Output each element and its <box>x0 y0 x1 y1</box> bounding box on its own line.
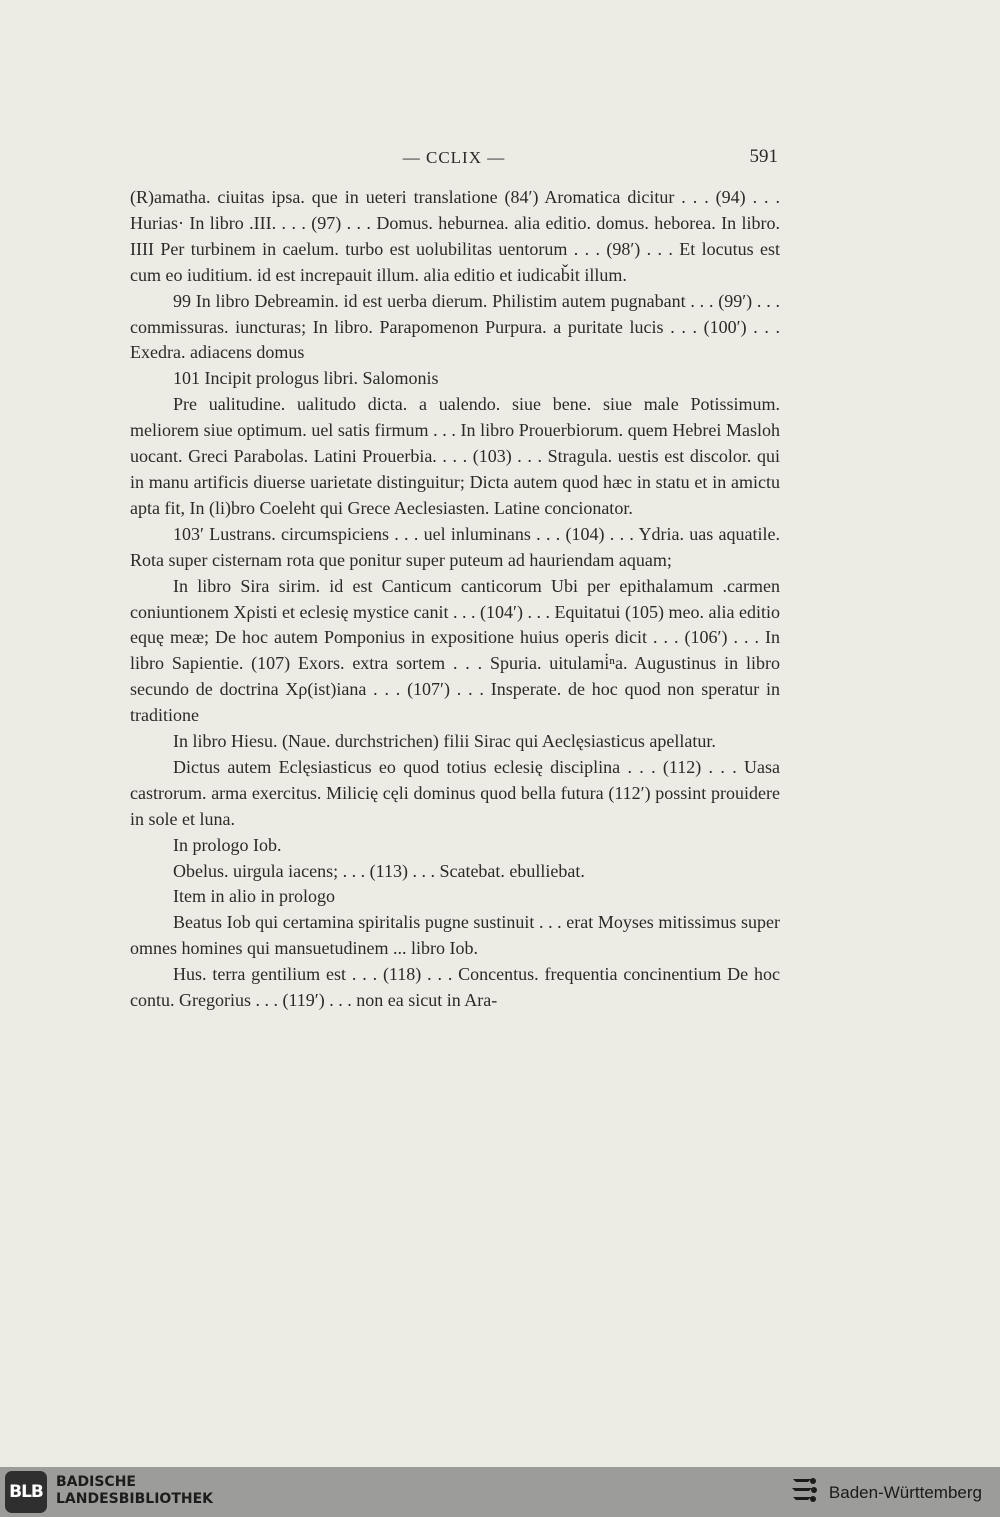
paragraph: In libro Sira sirim. id est Canticum canticorum Ubi per epithalamum .carmen coniuntionem Xρisti et eclesię mystice canit . . . (104′) . . . Equitatui (105) meo. alia editio equę meæ; De hoc autem Pomponius in expositione huius operis dicit . . . (106′) . . . In libro Sapientie. (107) Exors. extra sortem . . . Spuria. uitulami̇ⁿa. Augustinus in libro secundo de doctrina Xρ(ist)iana . . . (107′) . . . Insperate. de hoc quod non speratur in traditione <box>130 575 780 726</box>
library-name-line2: LANDESBIBLIOTHEK <box>56 1491 214 1507</box>
library-name-line1: BADISCHE <box>56 1474 136 1490</box>
paragraph: Hus. terra gentilium est . . . (118) . . . Concentus. frequentia concinentium De hoc contu. Gregorius . . . (119′) . . . non ea sicut in Ara- <box>130 964 780 1011</box>
running-header <box>130 148 778 178</box>
lions-icon <box>789 1475 819 1507</box>
paragraph: Item in alio in prologo <box>173 886 335 907</box>
library-name[interactable] <box>56 1474 213 1508</box>
body-text <box>130 185 780 1014</box>
paragraph: 99 In libro Debreamin. id est uerba dierum. Philistim autem pugnabant . . . (99′) . . . commissuras. iuncturas; In libro. Parapomenon Purpura. a puritate lucis . . . (100′) . . . Exedra. adiacens domus <box>130 290 780 363</box>
paragraph: Obelus. uirgula iacens; . . . (113) . . . Scatebat. ebulliebat. <box>173 860 585 881</box>
paragraph: 101 Incipit prologus libri. Salomonis <box>173 368 439 389</box>
paragraph: (R)amatha. ciuitas ipsa. que in ueteri translatione (84′) Aromatica dicitur . . . (94) . . . Hurias· In libro .III. . . . (97) . . . Domus. heburnea. alia editio. domus. heborea. In libro. IIII Per turbinem in caelum. turbo est uolubilitas uentorum . . . (98′) . . . Et locutus est cum eo iuditium. id est increpauit illum. alia editio et iudicab̌it illum. <box>130 187 780 285</box>
paragraph: Pre ualitudine. ualitudo dicta. a ualendo. siue bene. siue male Potissimum. meliorem siue optimum. uel satis firmum . . . In libro Prouerbiorum. quem Hebrei Masloh uocant. Greci Parabolas. Latini Prouerbia. . . . (103) . . . Stragula. uestis est discolor. qui in manu artificis diuerse uarietate distinguitur; Dicta autem quod hæc in statu et in amictu apta fit, In (li)bro Coeleht qui Grece Aeclesiasten. Latine concionator. <box>130 394 780 518</box>
paragraph: Beatus Iob qui certamina spiritalis pugne sustinuit . . . erat Moyses mitissimus super omnes homines qui mansuetudinem ... libro Iob. <box>130 912 780 959</box>
running-title: — CCLIX — <box>402 148 506 167</box>
footer-bar <box>0 1467 1000 1517</box>
paragraph: In libro Hiesu. (Naue. durchstrichen) filii Sirac qui Aeclęsiasticus apellatur. <box>173 731 716 752</box>
bw-label: Baden-Württemberg <box>828 1483 982 1502</box>
paragraph: In prologo Iob. <box>173 834 282 855</box>
blb-logo[interactable]: BLB <box>5 1471 47 1513</box>
bw-logo[interactable] <box>829 1478 982 1508</box>
paragraph: 103′ Lustrans. circumspiciens . . . uel inluminans . . . (104) . . . Ydria. uas aquatile. Rota super cisternam rota que ponitur super puteum ad hauriendam aquam; <box>130 523 780 570</box>
paragraph: Dictus autem Eclęsiasticus eo quod totius eclesię disciplina . . . (112) . . . Uasa castrorum. arma exercitus. Milicię cęli dominus quod bella futura (112′) possint prouidere in sole et luna. <box>130 756 780 829</box>
page-number: 591 <box>749 146 778 167</box>
